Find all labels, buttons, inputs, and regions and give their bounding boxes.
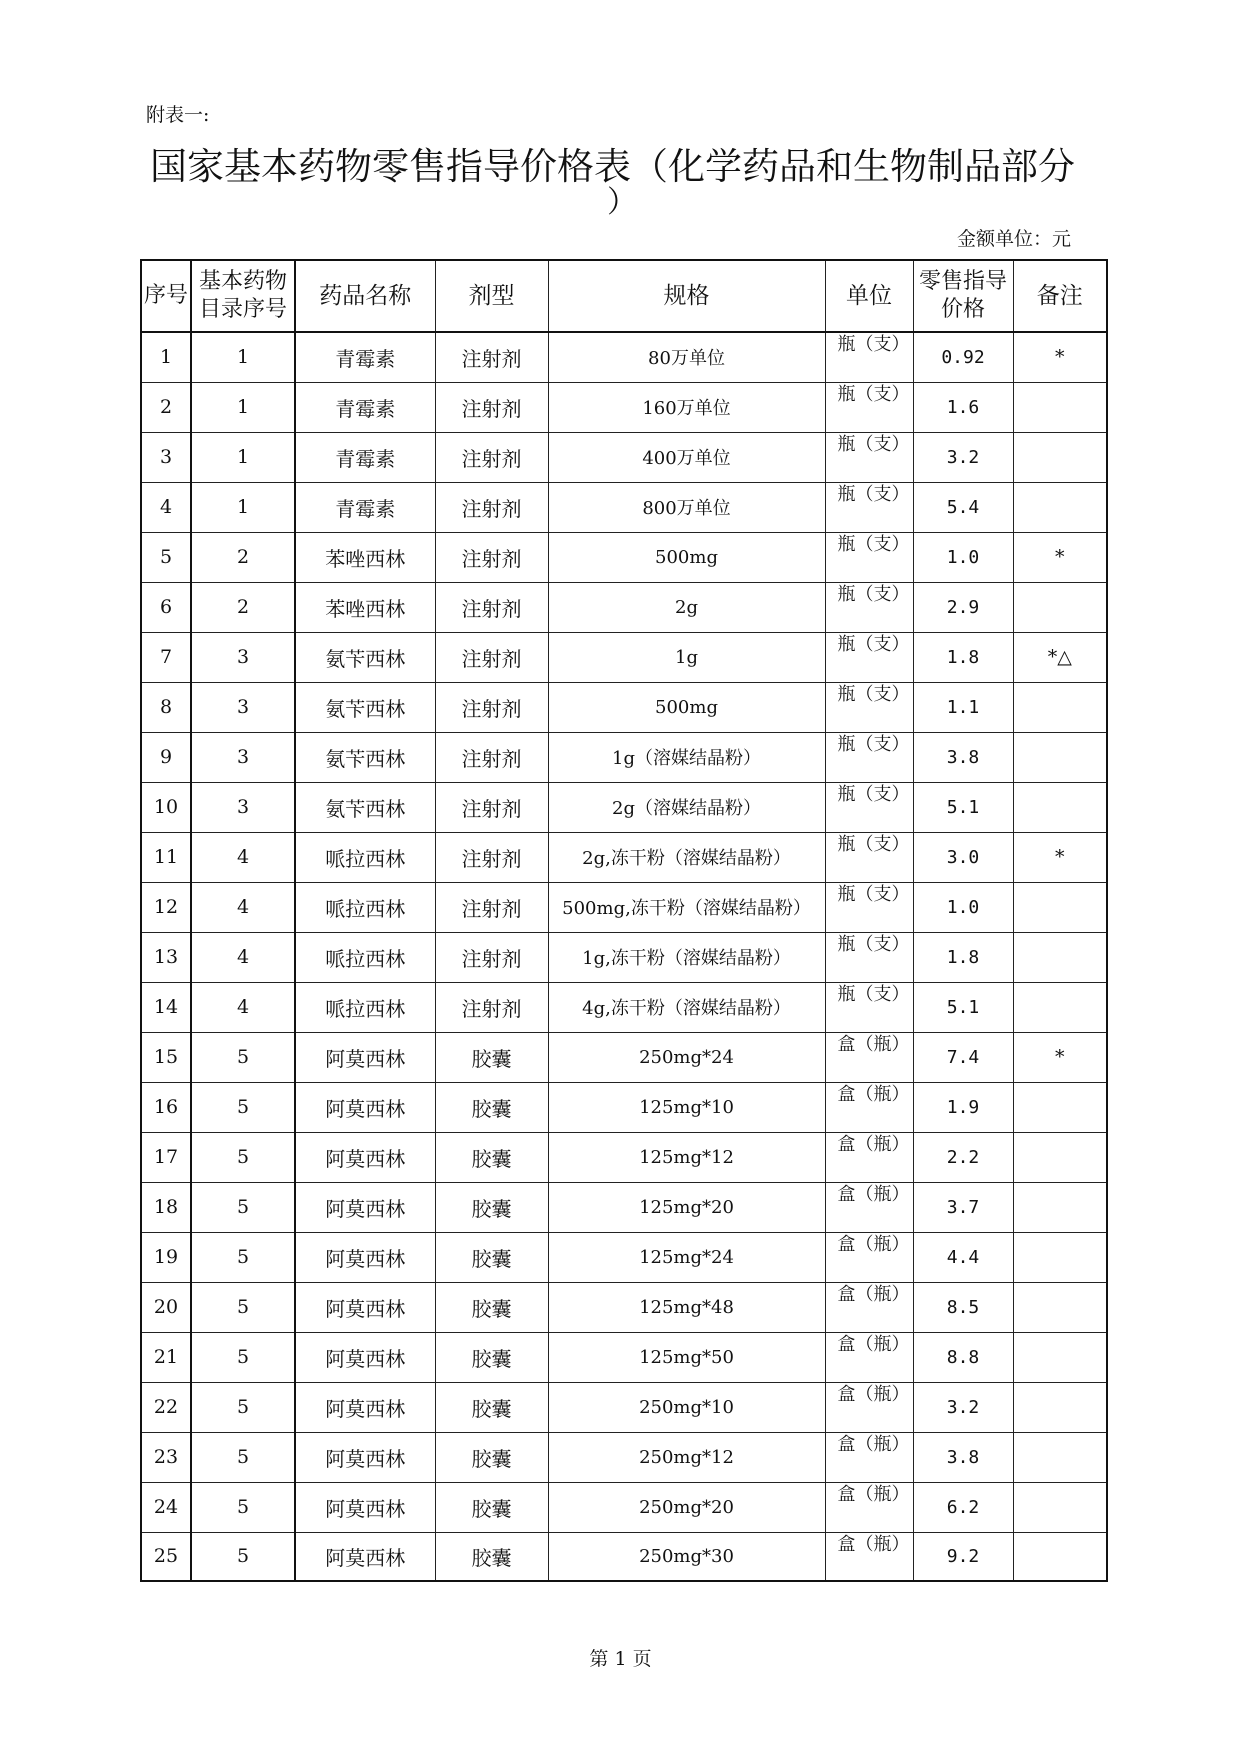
cell-price: 2.2 — [913, 1132, 1013, 1182]
cell-note: * — [1013, 1032, 1107, 1082]
cell-seq: 13 — [141, 932, 191, 982]
cell-note — [1013, 432, 1107, 482]
cell-unit — [825, 832, 913, 882]
cell-price: 3.8 — [913, 732, 1013, 782]
cell-note — [1013, 982, 1107, 1032]
cell-spec: 800万单位 — [548, 482, 825, 532]
cell-form: 胶囊 — [435, 1532, 548, 1581]
cell-catalog: 2 — [191, 582, 295, 632]
cell-note: * — [1013, 532, 1107, 582]
cell-form: 注射剂 — [435, 482, 548, 532]
table-row — [141, 1182, 1107, 1232]
cell-note — [1013, 1532, 1107, 1581]
cell-unit — [825, 682, 913, 732]
cell-seq: 24 — [141, 1482, 191, 1532]
cell-unit-text: 瓶（支） — [837, 833, 910, 855]
page-title: 国家基本药物零售指导价格表（化学药品和生物制品部分 — [150, 146, 1075, 188]
cell-spec: 2g — [548, 582, 825, 632]
price-table — [140, 259, 1108, 1582]
cell-unit-text: 盒（瓶） — [837, 1083, 910, 1105]
cell-form: 胶囊 — [435, 1082, 548, 1132]
cell-price: 4.4 — [913, 1232, 1013, 1282]
table-row — [141, 882, 1107, 932]
cell-unit — [825, 1182, 913, 1232]
header-form: 剂型 — [435, 260, 548, 332]
cell-spec: 400万单位 — [548, 432, 825, 482]
cell-spec: 250mg*24 — [548, 1032, 825, 1082]
cell-unit-text: 瓶（支） — [837, 383, 910, 405]
cell-price: 8.8 — [913, 1332, 1013, 1382]
cell-catalog: 3 — [191, 682, 295, 732]
cell-seq: 19 — [141, 1232, 191, 1282]
cell-name: 青霉素 — [295, 432, 435, 482]
table-row — [141, 1332, 1107, 1382]
cell-seq: 16 — [141, 1082, 191, 1132]
cell-spec: 125mg*48 — [548, 1282, 825, 1332]
cell-unit-text: 瓶（支） — [837, 683, 910, 705]
cell-form: 注射剂 — [435, 782, 548, 832]
header-note: 备注 — [1013, 260, 1107, 332]
cell-unit-text: 瓶（支） — [837, 883, 910, 905]
table-row — [141, 682, 1107, 732]
cell-name: 氨苄西林 — [295, 732, 435, 782]
cell-form: 胶囊 — [435, 1432, 548, 1482]
cell-spec: 125mg*10 — [548, 1082, 825, 1132]
cell-price: 1.0 — [913, 882, 1013, 932]
cell-price: 9.2 — [913, 1532, 1013, 1581]
cell-form: 胶囊 — [435, 1382, 548, 1432]
cell-unit — [825, 582, 913, 632]
cell-name: 阿莫西林 — [295, 1482, 435, 1532]
cell-price: 7.4 — [913, 1032, 1013, 1082]
cell-unit — [825, 432, 913, 482]
cell-catalog: 3 — [191, 632, 295, 682]
cell-spec: 250mg*30 — [548, 1532, 825, 1581]
cell-note — [1013, 1132, 1107, 1182]
cell-name: 阿莫西林 — [295, 1332, 435, 1382]
cell-spec: 160万单位 — [548, 382, 825, 432]
cell-name: 青霉素 — [295, 332, 435, 382]
cell-price: 1.8 — [913, 932, 1013, 982]
table-row — [141, 632, 1107, 682]
cell-note — [1013, 482, 1107, 532]
cell-form: 注射剂 — [435, 532, 548, 582]
cell-catalog: 1 — [191, 382, 295, 432]
page-title-tail: ） — [607, 185, 637, 220]
cell-form: 注射剂 — [435, 932, 548, 982]
cell-catalog: 4 — [191, 982, 295, 1032]
cell-catalog: 4 — [191, 882, 295, 932]
attachment-label: 附表一: — [146, 104, 210, 126]
cell-catalog: 5 — [191, 1082, 295, 1132]
cell-unit — [825, 1082, 913, 1132]
cell-unit-text: 盒（瓶） — [837, 1383, 910, 1405]
cell-form: 胶囊 — [435, 1132, 548, 1182]
cell-seq: 14 — [141, 982, 191, 1032]
cell-name: 氨苄西林 — [295, 782, 435, 832]
cell-unit — [825, 482, 913, 532]
cell-unit-text: 瓶（支） — [837, 783, 910, 805]
table-row — [141, 1082, 1107, 1132]
cell-seq: 11 — [141, 832, 191, 882]
cell-price: 8.5 — [913, 1282, 1013, 1332]
cell-spec: 250mg*20 — [548, 1482, 825, 1532]
cell-price: 3.0 — [913, 832, 1013, 882]
cell-seq: 9 — [141, 732, 191, 782]
cell-note: * — [1013, 832, 1107, 882]
cell-name: 阿莫西林 — [295, 1282, 435, 1332]
cell-name: 阿莫西林 — [295, 1532, 435, 1581]
cell-note — [1013, 882, 1107, 932]
cell-unit-text: 瓶（支） — [837, 583, 910, 605]
cell-catalog: 4 — [191, 932, 295, 982]
cell-form: 注射剂 — [435, 332, 548, 382]
cell-note — [1013, 382, 1107, 432]
cell-name: 阿莫西林 — [295, 1082, 435, 1132]
cell-seq: 17 — [141, 1132, 191, 1182]
table-row — [141, 1032, 1107, 1082]
cell-unit — [825, 332, 913, 382]
cell-note — [1013, 682, 1107, 732]
cell-seq: 10 — [141, 782, 191, 832]
cell-name: 阿莫西林 — [295, 1032, 435, 1082]
cell-spec: 250mg*10 — [548, 1382, 825, 1432]
cell-spec: 1g — [548, 632, 825, 682]
cell-catalog: 5 — [191, 1232, 295, 1282]
cell-catalog: 4 — [191, 832, 295, 882]
cell-note — [1013, 1382, 1107, 1432]
cell-seq: 7 — [141, 632, 191, 682]
cell-unit-text: 瓶（支） — [837, 483, 910, 505]
cell-form: 注射剂 — [435, 982, 548, 1032]
cell-seq: 25 — [141, 1532, 191, 1581]
cell-seq: 2 — [141, 382, 191, 432]
cell-seq: 12 — [141, 882, 191, 932]
cell-price: 1.8 — [913, 632, 1013, 682]
cell-unit — [825, 1432, 913, 1482]
cell-seq: 21 — [141, 1332, 191, 1382]
table-row — [141, 1132, 1107, 1182]
cell-catalog: 3 — [191, 782, 295, 832]
currency-unit-note: 金额单位：元 — [956, 228, 1071, 250]
table-row — [141, 382, 1107, 432]
table-row — [141, 1432, 1107, 1482]
cell-name: 哌拉西林 — [295, 832, 435, 882]
cell-unit — [825, 1232, 913, 1282]
header-unit: 单位 — [825, 260, 913, 332]
cell-price: 1.6 — [913, 382, 1013, 432]
cell-unit-text: 瓶（支） — [837, 533, 910, 555]
cell-name: 阿莫西林 — [295, 1182, 435, 1232]
cell-price: 0.92 — [913, 332, 1013, 382]
table-row — [141, 782, 1107, 832]
cell-spec: 500mg — [548, 682, 825, 732]
cell-form: 胶囊 — [435, 1032, 548, 1082]
cell-spec: 250mg*12 — [548, 1432, 825, 1482]
cell-catalog: 1 — [191, 432, 295, 482]
cell-form: 注射剂 — [435, 382, 548, 432]
cell-unit — [825, 982, 913, 1032]
cell-price: 2.9 — [913, 582, 1013, 632]
table-row — [141, 332, 1107, 382]
cell-note — [1013, 1082, 1107, 1132]
cell-name: 青霉素 — [295, 482, 435, 532]
cell-catalog: 5 — [191, 1432, 295, 1482]
cell-spec: 125mg*20 — [548, 1182, 825, 1232]
cell-note — [1013, 1482, 1107, 1532]
cell-unit — [825, 532, 913, 582]
cell-note — [1013, 1232, 1107, 1282]
cell-form: 胶囊 — [435, 1282, 548, 1332]
cell-unit — [825, 782, 913, 832]
header-name: 药品名称 — [295, 260, 435, 332]
cell-spec: 1g,冻干粉（溶媒结晶粉） — [548, 932, 825, 982]
cell-name: 哌拉西林 — [295, 882, 435, 932]
header-catalog: 基本药物目录序号 — [191, 260, 295, 332]
cell-form: 注射剂 — [435, 732, 548, 782]
cell-catalog: 2 — [191, 532, 295, 582]
cell-form: 胶囊 — [435, 1232, 548, 1282]
cell-seq: 6 — [141, 582, 191, 632]
cell-price: 5.1 — [913, 982, 1013, 1032]
cell-catalog: 5 — [191, 1182, 295, 1232]
cell-seq: 8 — [141, 682, 191, 732]
cell-note — [1013, 732, 1107, 782]
cell-spec: 1g（溶媒结晶粉） — [548, 732, 825, 782]
cell-spec: 125mg*24 — [548, 1232, 825, 1282]
cell-name: 阿莫西林 — [295, 1382, 435, 1432]
cell-name: 氨苄西林 — [295, 632, 435, 682]
cell-note — [1013, 782, 1107, 832]
cell-form: 注射剂 — [435, 582, 548, 632]
cell-note — [1013, 1432, 1107, 1482]
cell-name: 苯唑西林 — [295, 532, 435, 582]
cell-unit — [825, 882, 913, 932]
cell-unit — [825, 1482, 913, 1532]
cell-unit-text: 瓶（支） — [837, 334, 910, 355]
cell-name: 阿莫西林 — [295, 1432, 435, 1482]
cell-unit-text: 盒（瓶） — [837, 1333, 910, 1355]
cell-unit-text: 瓶（支） — [837, 933, 910, 955]
cell-form: 胶囊 — [435, 1182, 548, 1232]
cell-seq: 23 — [141, 1432, 191, 1482]
cell-unit-text: 盒（瓶） — [837, 1183, 910, 1205]
cell-name: 苯唑西林 — [295, 582, 435, 632]
cell-note — [1013, 1282, 1107, 1332]
cell-seq: 3 — [141, 432, 191, 482]
cell-unit-text: 盒（瓶） — [837, 1433, 910, 1455]
cell-unit — [825, 932, 913, 982]
cell-spec: 500mg,冻干粉（溶媒结晶粉） — [548, 882, 825, 932]
header-seq: 序号 — [141, 260, 191, 332]
cell-unit — [825, 732, 913, 782]
cell-name: 哌拉西林 — [295, 982, 435, 1032]
cell-note — [1013, 1332, 1107, 1382]
table-row — [141, 532, 1107, 582]
cell-name: 青霉素 — [295, 382, 435, 432]
cell-catalog: 5 — [191, 1382, 295, 1432]
cell-unit-text: 盒（瓶） — [837, 1533, 910, 1555]
cell-spec: 125mg*12 — [548, 1132, 825, 1182]
cell-price: 5.4 — [913, 482, 1013, 532]
cell-price: 5.1 — [913, 782, 1013, 832]
cell-note: * — [1013, 332, 1107, 382]
table-row — [141, 832, 1107, 882]
cell-price: 3.2 — [913, 432, 1013, 482]
cell-form: 胶囊 — [435, 1332, 548, 1382]
cell-unit — [825, 1132, 913, 1182]
cell-price: 1.0 — [913, 532, 1013, 582]
cell-name: 氨苄西林 — [295, 682, 435, 732]
cell-catalog: 5 — [191, 1482, 295, 1532]
cell-price: 6.2 — [913, 1482, 1013, 1532]
cell-spec: 80万单位 — [548, 332, 825, 382]
cell-catalog: 5 — [191, 1132, 295, 1182]
cell-unit-text: 盒（瓶） — [837, 1233, 910, 1255]
cell-unit-text: 盒（瓶） — [837, 1483, 910, 1505]
cell-unit — [825, 382, 913, 432]
cell-price: 3.8 — [913, 1432, 1013, 1482]
cell-catalog: 1 — [191, 482, 295, 532]
cell-price: 1.9 — [913, 1082, 1013, 1132]
cell-unit — [825, 632, 913, 682]
cell-form: 胶囊 — [435, 1482, 548, 1532]
cell-catalog: 5 — [191, 1282, 295, 1332]
table-body — [141, 332, 1107, 1581]
cell-seq: 20 — [141, 1282, 191, 1332]
cell-spec: 4g,冻干粉（溶媒结晶粉） — [548, 982, 825, 1032]
table-row — [141, 1532, 1107, 1581]
cell-price: 3.7 — [913, 1182, 1013, 1232]
cell-unit — [825, 1332, 913, 1382]
cell-seq: 1 — [141, 332, 191, 382]
table-header-row — [141, 260, 1107, 332]
cell-seq: 15 — [141, 1032, 191, 1082]
cell-spec: 125mg*50 — [548, 1332, 825, 1382]
table-row — [141, 482, 1107, 532]
table-row — [141, 732, 1107, 782]
cell-unit-text: 瓶（支） — [837, 733, 910, 755]
cell-name: 哌拉西林 — [295, 932, 435, 982]
cell-unit-text: 瓶（支） — [837, 633, 910, 655]
cell-unit-text: 瓶（支） — [837, 433, 910, 455]
table-row — [141, 432, 1107, 482]
cell-unit — [825, 1382, 913, 1432]
cell-unit — [825, 1032, 913, 1082]
cell-form: 注射剂 — [435, 632, 548, 682]
cell-note — [1013, 1182, 1107, 1232]
cell-unit-text: 盒（瓶） — [837, 1033, 910, 1055]
table-row — [141, 1382, 1107, 1432]
header-spec: 规格 — [548, 260, 825, 332]
cell-name: 阿莫西林 — [295, 1232, 435, 1282]
cell-form: 注射剂 — [435, 832, 548, 882]
cell-unit — [825, 1282, 913, 1332]
table-row — [141, 932, 1107, 982]
page-number: 第 1 页 — [589, 1648, 652, 1670]
cell-unit-text: 盒（瓶） — [837, 1133, 910, 1155]
cell-unit-text: 瓶（支） — [837, 983, 910, 1005]
cell-catalog: 5 — [191, 1032, 295, 1082]
cell-price: 3.2 — [913, 1382, 1013, 1432]
cell-catalog: 5 — [191, 1332, 295, 1382]
cell-seq: 18 — [141, 1182, 191, 1232]
cell-spec: 500mg — [548, 532, 825, 582]
cell-catalog: 3 — [191, 732, 295, 782]
cell-seq: 4 — [141, 482, 191, 532]
table-row — [141, 1232, 1107, 1282]
cell-unit — [825, 1532, 913, 1581]
cell-form: 注射剂 — [435, 682, 548, 732]
cell-name: 阿莫西林 — [295, 1132, 435, 1182]
cell-form: 注射剂 — [435, 882, 548, 932]
table-row — [141, 1482, 1107, 1532]
cell-catalog: 1 — [191, 332, 295, 382]
cell-note — [1013, 932, 1107, 982]
cell-unit-text: 盒（瓶） — [837, 1283, 910, 1305]
table-row — [141, 582, 1107, 632]
table-row — [141, 982, 1107, 1032]
table-row — [141, 1282, 1107, 1332]
cell-spec: 2g（溶媒结晶粉） — [548, 782, 825, 832]
cell-note — [1013, 582, 1107, 632]
cell-seq: 22 — [141, 1382, 191, 1432]
cell-seq: 5 — [141, 532, 191, 582]
cell-form: 注射剂 — [435, 432, 548, 482]
cell-note: *△ — [1013, 632, 1107, 682]
cell-catalog: 5 — [191, 1532, 295, 1581]
cell-price: 1.1 — [913, 682, 1013, 732]
header-price: 零售指导价格 — [913, 260, 1013, 332]
cell-spec: 2g,冻干粉（溶媒结晶粉） — [548, 832, 825, 882]
